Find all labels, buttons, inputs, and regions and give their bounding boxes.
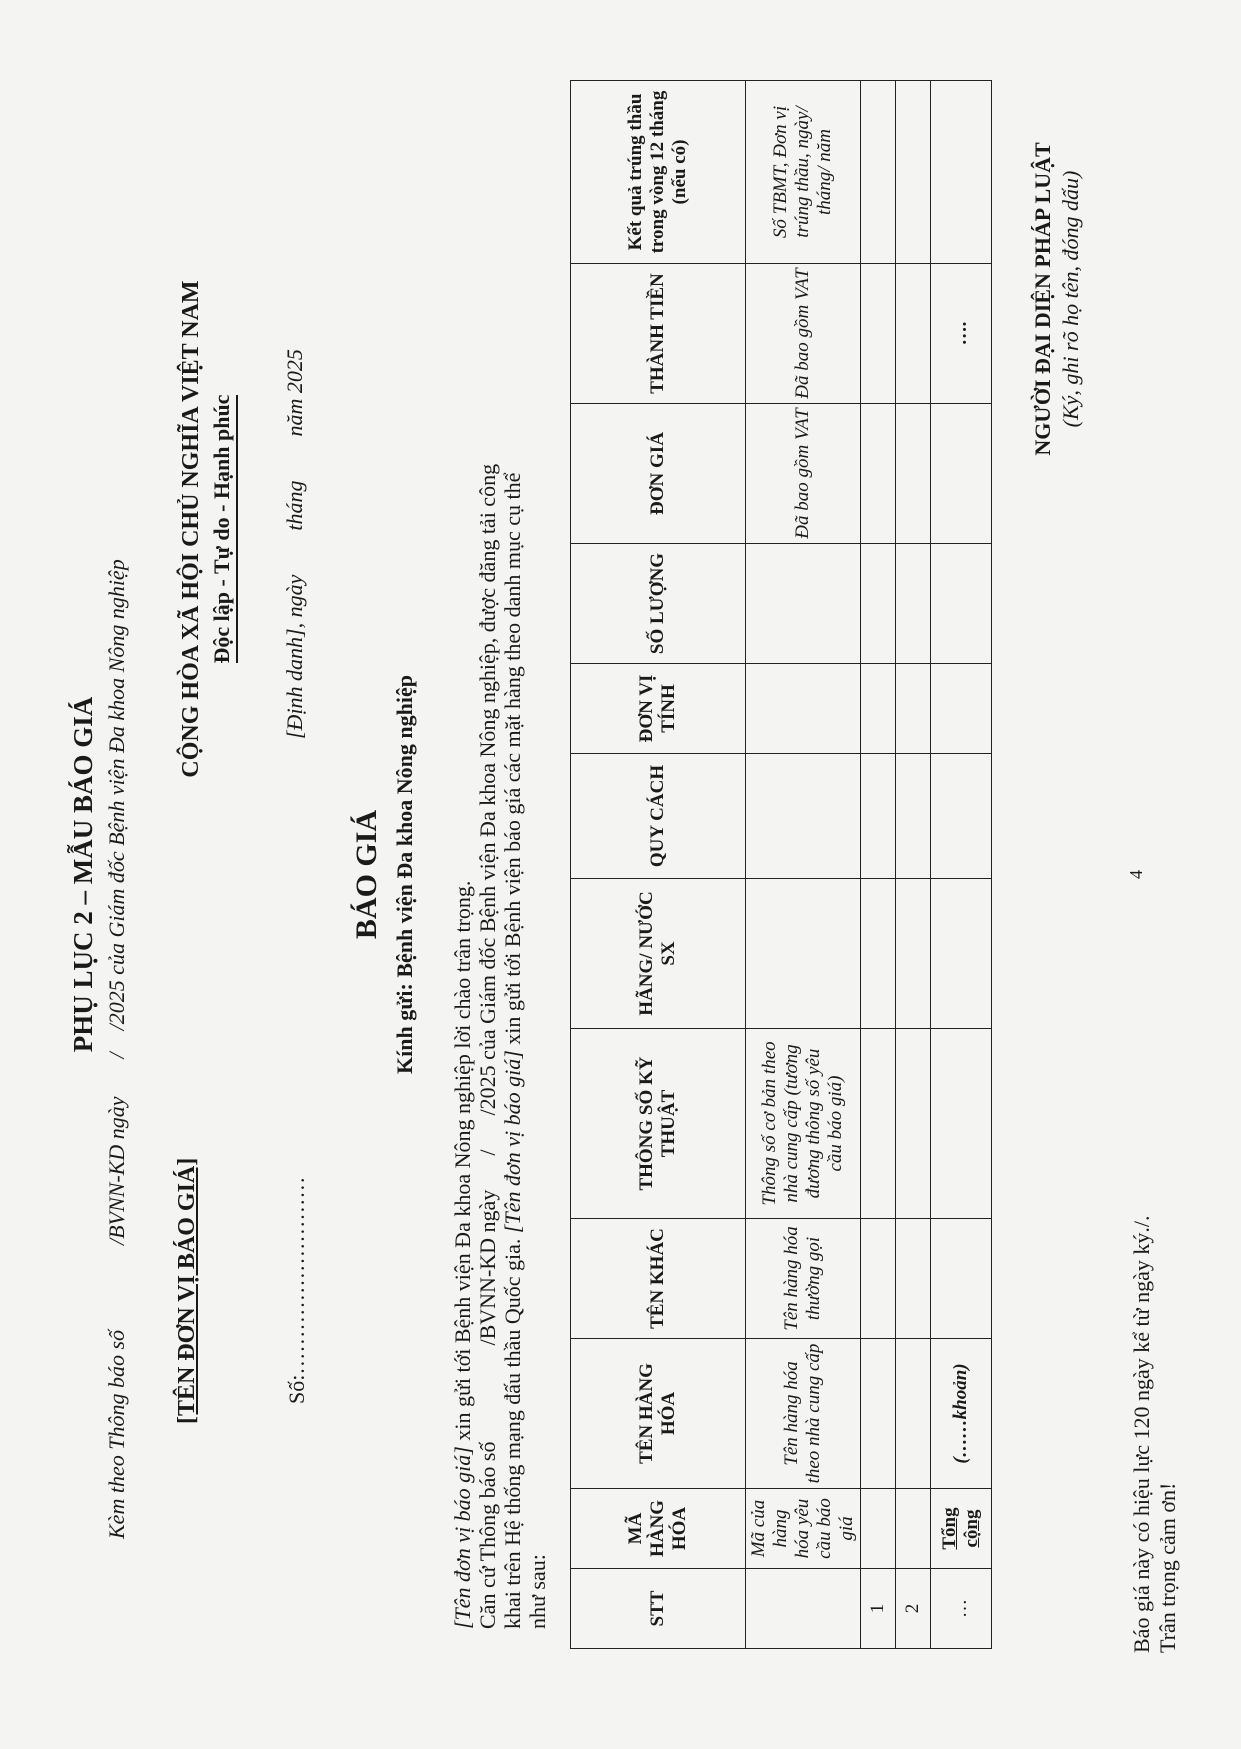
row-number: 2	[896, 1569, 931, 1649]
table-row	[861, 81, 896, 1649]
table-cell	[896, 404, 931, 544]
table-cell	[931, 664, 992, 754]
nation-name: CỘNG HÒA XÃ HỘI CHỦ NGHĨA VIỆT NAM	[178, 280, 204, 778]
row-number: 1	[861, 1569, 896, 1649]
recipient-line: Kính gửi: Bệnh viện Đa khoa Nông nghiệp	[392, 675, 417, 1074]
basis-paragraph-line1	[475, 464, 500, 1629]
table-cell	[931, 81, 992, 264]
table-cell: Đã bao gồm VAT	[746, 264, 861, 404]
document-title: BÁO GIÁ	[350, 809, 383, 940]
header-item-name: TÊN HÀNG HÓA	[571, 1339, 746, 1489]
total-items: (……khoản)	[931, 1339, 992, 1489]
table-cell	[861, 1339, 896, 1489]
table-cell	[861, 1029, 896, 1219]
table-cell: Số TBMT, Đơn vị trúng thầu, ngày/ tháng/ năm	[746, 81, 861, 264]
header-unit: ĐƠN VỊ TÍNH	[571, 664, 746, 754]
total-label: Tổng cộng	[939, 1507, 982, 1550]
basis-text-e: khai trên Hệ thống mạng đấu thầu Quốc gia.	[500, 1233, 525, 1629]
attachment-line	[104, 559, 130, 1539]
signature-instruction: (Ký, ghi rõ họ tên, đóng dấu)	[1058, 170, 1083, 428]
table-cell	[896, 1029, 931, 1219]
unit-placeholder-2: [Tên đơn vị báo giá]	[500, 1050, 525, 1234]
basis-paragraph-line3: như sau:	[525, 1554, 550, 1629]
basis-text-f: xin gửi tới Bệnh viện báo giá các mặt hàng theo danh mục cụ thể	[500, 472, 525, 1051]
table-cell	[861, 81, 896, 264]
table-cell	[746, 544, 861, 664]
table-cell	[931, 1219, 992, 1339]
attach-prefix: Kèm theo Thông báo số	[104, 1330, 129, 1539]
date-line	[282, 349, 308, 739]
table-cell	[896, 1339, 931, 1489]
header-stt: STT	[571, 1569, 746, 1649]
table-cell	[861, 1219, 896, 1339]
table-cell	[861, 404, 896, 544]
validity-note: Báo giá này có hiệu lực 120 ngày kể từ ngày ký./.	[1129, 1215, 1154, 1653]
table-cell	[896, 1489, 931, 1569]
table-cell	[861, 264, 896, 404]
basis-text-c: /	[475, 1149, 500, 1156]
basis-text-b: /BVNN-KD ngày	[475, 1189, 500, 1346]
page-number: 4	[1126, 870, 1146, 879]
table-header-row	[571, 81, 746, 1649]
table-cell: Đã bao gồm VAT	[746, 404, 861, 544]
table-cell	[931, 754, 992, 879]
table-cell: Tên hàng hóa theo nhà cung cấp	[746, 1339, 861, 1489]
quoting-unit-name: [TÊN ĐƠN VỊ BÁO GIÁ]	[174, 1157, 200, 1424]
total-label-cell	[931, 1489, 992, 1569]
table-cell	[861, 879, 896, 1029]
unit-placeholder: [Tên đơn vị báo giá]	[450, 1446, 475, 1629]
date-place: [Định danh], ngày	[282, 574, 307, 739]
table-cell: Thông số cơ bản theo nhà cung cấp (tương đương thông số yêu cầu báo giá)	[746, 1029, 861, 1219]
table-cell	[931, 879, 992, 1029]
header-quantity: SỐ LƯỢNG	[571, 544, 746, 664]
header-amount: THÀNH TIỀN	[571, 264, 746, 404]
table-cell	[931, 404, 992, 544]
basis-paragraph-line2	[500, 473, 525, 1629]
header-packaging: QUY CÁCH	[571, 754, 746, 879]
description-row	[746, 81, 861, 1649]
table-row	[931, 81, 992, 1649]
table-cell	[931, 544, 992, 664]
table-cell	[896, 664, 931, 754]
attach-sep: /	[104, 1052, 129, 1059]
basis-text-a: Căn cứ Thông báo số	[475, 1441, 500, 1629]
signature-block	[1030, 49, 1084, 549]
header-other-name: TÊN KHÁC	[571, 1219, 746, 1339]
header-bid-result: Kết quả trúng thầu trong vòng 12 tháng (nếu có)	[571, 81, 746, 264]
header-unit-price: ĐƠN GIÁ	[571, 404, 746, 544]
table-cell	[746, 879, 861, 1029]
attach-code: /BVNN-KD ngày	[104, 1096, 129, 1245]
table-cell: Tên hàng hóa thường gọi	[746, 1219, 861, 1339]
table-row	[896, 81, 931, 1649]
header-manufacturer: HÃNG/ NƯỚC SX	[571, 879, 746, 1029]
greeting-paragraph	[450, 881, 475, 1629]
table-cell	[746, 754, 861, 879]
table-cell	[861, 1489, 896, 1569]
closing-thanks: Trân trọng cảm ơn!	[1155, 1482, 1180, 1653]
row-number: …	[931, 1569, 992, 1649]
date-month: tháng	[282, 480, 307, 531]
table-cell	[746, 1569, 861, 1649]
attach-suffix: /2025 của Giám đốc Bệnh viện Đa khoa Nông nghiệp	[104, 559, 129, 1031]
date-year: năm 2025	[282, 349, 307, 437]
header-item-code: MÃ HÀNG HÓA	[571, 1489, 746, 1569]
table-cell	[896, 264, 931, 404]
appendix-title: PHỤ LỤC 2 – MẪU BÁO GIÁ	[68, 696, 98, 1053]
total-amount: ….	[931, 264, 992, 404]
basis-text-d: /2025 của Giám đốc Bệnh viện Đa khoa Nông nghiệp, được đăng tải công	[475, 463, 500, 1116]
quotation-table	[570, 80, 992, 1649]
greeting-text: xin gửi tới Bệnh viện Đa khoa Nông nghiệp lời chào trân trọng.	[450, 880, 475, 1447]
national-header	[178, 179, 235, 879]
table-cell	[896, 1219, 931, 1339]
national-motto: Độc lập - Tự do - Hạnh phúc	[209, 395, 238, 664]
table-cell: Mã của hàng hóa yêu cầu báo giá	[746, 1489, 861, 1569]
table-cell	[861, 754, 896, 879]
document-number: Số:………………………	[284, 1176, 309, 1404]
table-cell	[896, 544, 931, 664]
table-cell	[861, 664, 896, 754]
signer-title: NGƯỜI ĐẠI DIỆN PHÁP LUẬT	[1030, 142, 1055, 456]
table-cell	[896, 81, 931, 264]
table-cell	[896, 754, 931, 879]
table-cell	[896, 879, 931, 1029]
table-cell	[931, 1029, 992, 1219]
table-cell	[861, 544, 896, 664]
table-cell	[746, 664, 861, 754]
header-specs: THÔNG SỐ KỸ THUẬT	[571, 1029, 746, 1219]
